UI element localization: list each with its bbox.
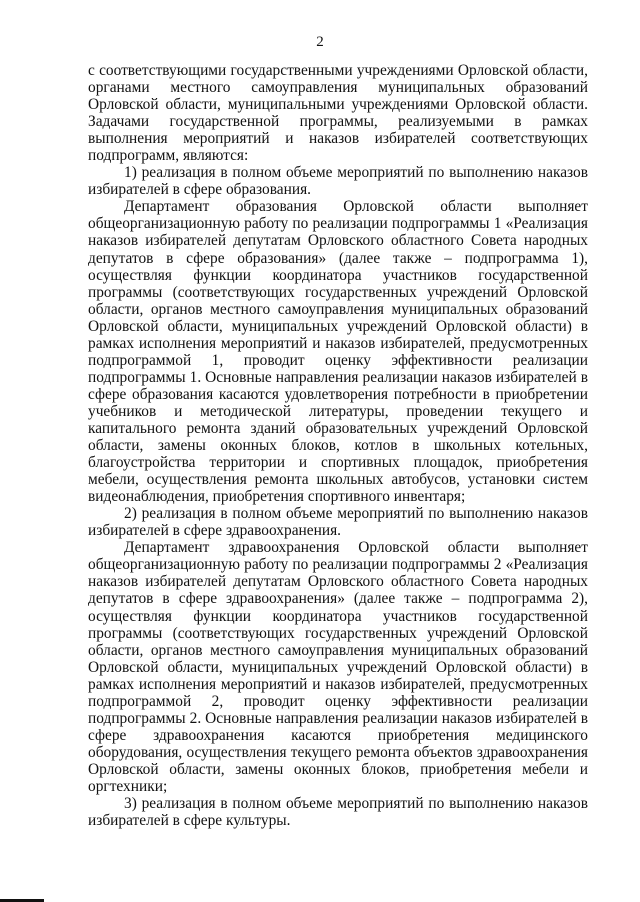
paragraph-task-1: 1) реализация в полном объеме мероприятий по выполнению наказов избирателей в сфере образования. bbox=[88, 164, 588, 199]
document-body bbox=[88, 62, 588, 829]
paragraph-healthcare-department: Департамент здравоохранения Орловской области выполняет общеорганизационную работу по реализации подпрограммы 2 «Реализация наказов избирателей депутатам Орловского областного Совета народных депутатов в сфере здравоохранения» (далее также – подпрограмма 2), осуществляя функции координатора участников государственной программы (соответствующих государственных учреждений Орловской области, органов местного самоуправления муниципальных образований Орловской области, муниципальных учреждений Орловской области) в рамках исполнения мероприятий и наказов избирателей, предусмотренных подпрограммой 2, проводит оценку эффективности реализации подпрограммы 2. Основные направления реализации наказов избирателей в сфере здравоохранения касаются приобретения медицинского оборудования, осуществления текущего ремонта объектов здравоохранения Орловской области, замены оконных блоков, приобретения мебели и оргтехники; bbox=[88, 539, 588, 795]
paragraph-task-3: 3) реализация в полном объеме мероприятий по выполнению наказов избирателей в сфере культуры. bbox=[88, 795, 588, 830]
paragraph-education-department: Департамент образования Орловской области выполняет общеорганизационную работу по реализации подпрограммы 1 «Реализация наказов избирателей депутатам Орловского областного Совета народных депутатов в сфере образования» (далее также – подпрограмма 1), осуществляя функции координатора участников государственной программы (соответствующих государственных учреждений Орловской области, органов местного самоуправления муниципальных образований Орловской области, муниципальных учреждений Орловской области) в рамках исполнения мероприятий и наказов избирателей, предусмотренных подпрограммой 1, проводит оценку эффективности реализации подпрограммы 1. Основные направления реализации наказов избирателей в сфере образования касаются удовлетворения потребности в приобретении учебников и методической литературы, проведении текущего и капитального ремонта зданий образовательных учреждений Орловской области, замены оконных блоков, котлов в школьных котельных, благоустройства территории и спортивных площадок, приобретения мебели, осуществления ремонта школьных автобусов, установки систем видеонаблюдения, приобретения спортивного инвентаря; bbox=[88, 198, 588, 506]
paragraph-intro: с соответствующими государственными учреждениями Орловской области, органами местного самоуправления муниципальных образований Орловской области, муниципальными учреждениями Орловской области. Задачами государственной программы, реализуемыми в рамках выполнения мероприятий и наказов избирателей соответствующих подпрограмм, являются: bbox=[88, 62, 588, 165]
page-number: 2 bbox=[316, 34, 324, 50]
paragraph-task-2: 2) реализация в полном объеме мероприятий по выполнению наказов избирателей в сфере здравоохранения. bbox=[88, 505, 588, 540]
